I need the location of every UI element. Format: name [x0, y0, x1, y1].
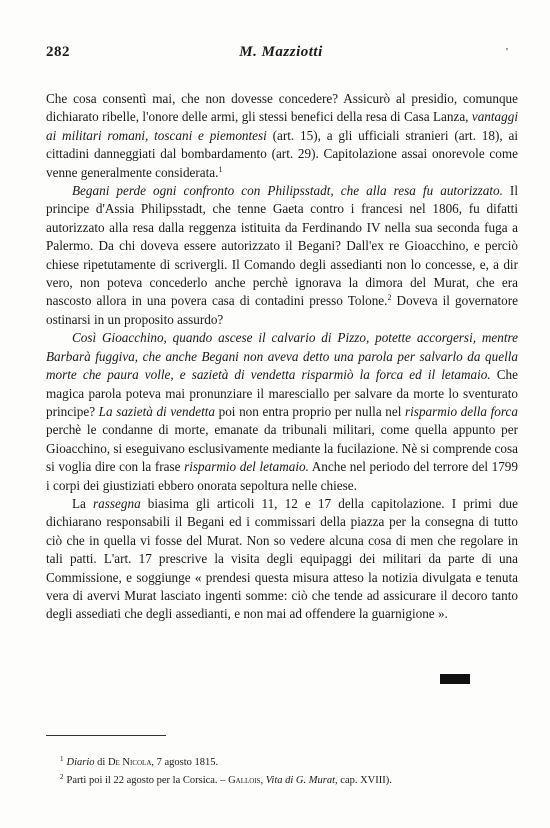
paragraph: [46, 495, 518, 624]
paragraph: [46, 329, 518, 495]
footnote-number: 2: [60, 773, 64, 781]
footnote: [60, 752, 520, 770]
text-run: ,: [260, 775, 266, 786]
text-run: Che magica parola poteva mai pronunziare il maresciallo per salvare da morte lo sventurato principe?: [46, 367, 518, 419]
italic-text: Diario: [66, 757, 95, 768]
text-run: Doveva il governatore ostinarsi in un proposito assurdo?: [46, 293, 518, 327]
text-run: biasima gli articoli 11, 12 e 17 della capitolazione. I primi due dichiarano responsabili il Begani ed i commissari della piazza per la consegna di tutto ciò che in quella vi fosse del Murat. Non so vedere alcuna cosa di men che regolare in tali patti. L'art. 17 prescrive la visita degli equipaggi dei militari da parte di una Commissione, e soggiunge « prendesi questa misura atteso la notizia divulgata e tenuta vera di avervi Murat lasciato ingenti somme: ciò che tende ad assicurare il decoro tanto degli assediati che degli assedianti, e non mai ad offendere la guarnigione ».: [46, 495, 518, 622]
italic-text: Begani perde ogni confronto con Philipsstadt, che alla resa fu autorizzato.: [72, 183, 503, 199]
paragraph: [46, 90, 518, 182]
text-run: , 7 agosto 1815.: [151, 757, 219, 768]
paragraph: [46, 182, 518, 329]
text-run: La: [72, 495, 94, 511]
footnotes: [60, 752, 520, 788]
italic-text: risparmio del letamaio.: [184, 459, 309, 475]
text-run: Che cosa consentì mai, che non dovesse concedere? Assicurò al presidio, comunque dichiarato ribelle, l'onore delle armi, gli stessi benefici della resa di Casa Lanza,: [46, 91, 518, 125]
ink-blot: [440, 674, 470, 684]
italic-text: Vita di G. Murat: [265, 775, 336, 786]
text-run: Anche nel periodo del terrore del 1799 i corpi dei giustiziati ebbero onorata sepoltura nelle chiese.: [46, 459, 518, 493]
text-run: Il principe d'Assia Philipsstadt, che tenne Gaeta contro i francesi nel 1806, fu difatti autorizzato alla resa dalla reggenza istituita da Ferdinando IV nella sua seconda fuga a Palermo. Da chi doveva essere autorizzato il Begani? Dall'ex re Gioacchino, e perciò chiese ripetutamente di scrivergli. Il Comando degli assedianti non lo concesse, e, a dir vero, non poteva concederlo anche perchè ignorava la dimora del Murat, che era nascosto allora in una povera casa di contadini presso Tolone.: [46, 183, 518, 309]
text-run: perchè le condanne di morte, emanate da tribunali militari, come quella appunto per Gioacchino, si eseguivano esclusivamente mediante la fucilazione. Nè si comprende cosa si voglia dire con la frase: [46, 422, 518, 475]
small-caps-text: De Nicola: [107, 757, 152, 768]
footnote-number: 1: [60, 755, 64, 763]
text-run: poi non entra proprio per nulla nel: [215, 403, 406, 419]
header-mark: ': [506, 46, 508, 58]
text-run: Partì poi il 22 agosto per la Corsica. –: [66, 775, 229, 786]
italic-text: La sazietà di vendetta: [98, 403, 215, 419]
italic-text: Così Gioacchino, quando ascese il calvario di Pizzo, potette accorgersi, mentre Barbarà fuggiva, che anche Begani non aveva detto una parola per salvarlo da quella morte che paura volle, e sazietà di vendetta risparmiò la forca ed il letamaio.: [46, 330, 518, 383]
italic-text: rassegna: [93, 495, 141, 511]
page-header: [46, 44, 516, 68]
small-caps-text: Gallois: [228, 775, 261, 786]
italic-text: vantaggi ai militari romani, toscani e piemontesi: [46, 109, 518, 143]
text-run: di: [94, 757, 108, 768]
page-number: 282: [46, 44, 70, 60]
text-run: , cap. XVIII).: [335, 775, 392, 786]
running-title: M. Mazziotti: [239, 44, 323, 60]
italic-text: risparmio della forca: [405, 403, 518, 419]
text-run: (art. 15), a gli ufficiali stranieri (art. 18), ai cittadini danneggiati dal bombardamento (art. 29). Capitolazione assai onorevole come venne generalmente considerata.: [46, 127, 518, 180]
footnote-rule: [46, 735, 166, 736]
footnote-reference: 1: [218, 164, 223, 174]
footnote-reference: 2: [387, 293, 392, 303]
body-text: [46, 90, 518, 624]
footnote: [60, 770, 520, 788]
